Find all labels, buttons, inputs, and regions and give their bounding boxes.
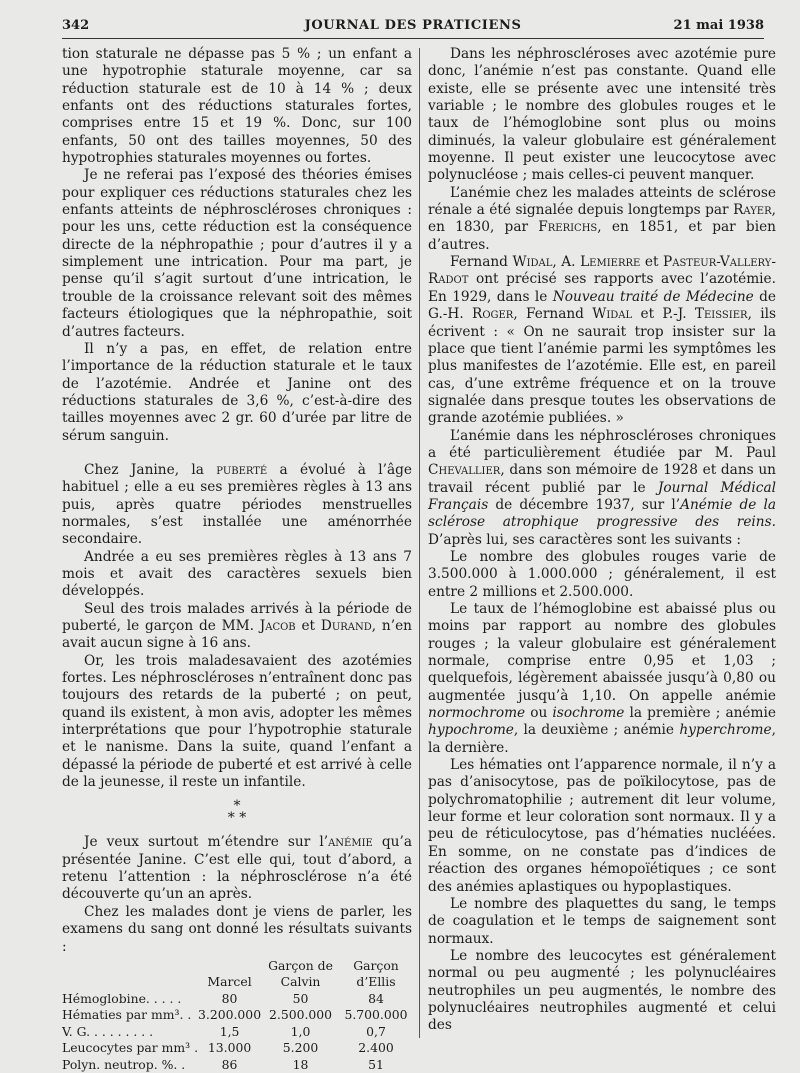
- journal-name: Journal Médical Français: [428, 479, 776, 513]
- paragraph: [428, 254, 776, 427]
- text-run: et: [295, 618, 321, 634]
- table-cell: 0,7: [366, 1023, 386, 1039]
- table-cell: 13.000: [207, 1040, 252, 1056]
- table-cell: 1,0: [290, 1023, 311, 1039]
- small-caps-term: anémie: [328, 834, 373, 851]
- text-run: , en 1851, et par bien d’autres.: [428, 219, 776, 253]
- separator-star: *: [233, 798, 241, 815]
- page-header: [62, 10, 764, 39]
- row-label: Hématies par mm³. .: [62, 1007, 192, 1023]
- paragraph: [428, 428, 776, 549]
- column-header: Garçon d’Ellis: [353, 957, 399, 990]
- section-separator: [62, 798, 412, 827]
- text-run: la première ; anémie: [624, 705, 776, 722]
- journal-title: JOURNAL DES PRATICIENS: [304, 18, 522, 33]
- blood-results-table: [62, 958, 412, 1073]
- author-name: Roger: [472, 306, 514, 323]
- text-run: Fernand: [450, 254, 513, 271]
- table-header-row: [62, 958, 412, 991]
- author-name: Durand: [320, 618, 372, 634]
- author-name: Widal: [512, 254, 553, 271]
- table-row: [62, 1024, 412, 1041]
- text-run: , A.: [552, 254, 581, 271]
- text-run: et P.-J.: [632, 306, 695, 323]
- table-cell: 86: [221, 1056, 238, 1072]
- author-name: Lemierre: [580, 254, 641, 271]
- text-run: et: [640, 254, 664, 271]
- paragraph: Les hématies ont l’apparence normale, il n’y a pas d’anisocytose, pas de poïkilocytose, pas de polychromatophilie ; autrement dit leur volume, leur forme et leur coloration sont normaux. Il y a peu de réticulocytose, pas d’hématies nucléées. En somme, on ne constate pas d’indices de réaction des organes hémopoïétiques ; ce sont des anémies aplastiques ou hypoplastiques.: [428, 757, 776, 895]
- italic-term: isochrome: [552, 705, 625, 722]
- paragraph: Le nombre des plaquettes du sang, le temps de coagulation et le temps de saignement sont normaux.: [428, 895, 776, 947]
- paragraph: Or, les trois maladesavaient des azotémies fortes. Les néphroscléroses n’entraînent donc pas toujours des retards de la puberté ; on peut, quand ils existent, à mon avis, adopter les mêmes interprétations que pour l’hypotrophie staturale et le nanisme. Dans la suite, quand l’enfant a dépassé la période de puberté et est arrivé à celle de la jeunesse, il reste un infantile.: [62, 652, 412, 791]
- right-column: [428, 46, 776, 1035]
- text-run: Le taux de l’hémoglobine est abaissé plus ou moins par rapport au nombre des globules rouges ; la valeur globulaire est généralement normale, comprise entre 0,95 et 1,03 ; quelquefois, légèrement abaissée jusqu’à 0,80 ou augmentée jusqu’à 1,10. On appelle anémie: [428, 601, 776, 704]
- paragraph: Le nombre des globules rouges varie de 3.500.000 à 1.000.000 ; généralement, il est entre 2 millions et 2.500.000.: [428, 548, 776, 600]
- article-title: Anémie de la sclérose atrophique progressive des reins.: [428, 496, 776, 531]
- text-run: de G.-H.: [428, 288, 777, 323]
- text-run: , ils écrivent : « On ne saurait trop insister sur la place que tient l’anémie parmi les symptômes les plus manifestes de l’azotémie. Elle est, en pareil cas, d’une extrême fréquence et on la trouve signalée dans presque toutes les observations de grande azotémie publiées. »: [428, 306, 776, 427]
- text-run: ont précisé ses rapports avec l’azotémie. En 1929, dans le: [428, 271, 776, 305]
- paragraph: tion staturale ne dépasse pas 5 % ; un enfant a une hypotrophie staturale moyenne, car sa réduction staturale est de 10 à 14 % ; deux enfants ont des réductions staturales fortes, comprises entre 15 et 19 %. Donc, sur 100 enfants, 50 ont des tailles moyennes, 50 des hypotrophies staturales moyennes ou fortes.: [62, 46, 412, 167]
- italic-term: hypochrome: [428, 722, 514, 739]
- paragraph: Je ne referai pas l’exposé des théories émises pour expliquer ces réductions staturales chez les enfants atteints de néphroscléroses chroniques : pour les uns, cette réduction est la conséquence directe de la néphropathie ; pour d’autres il y a simplement une intrication. Pour ma part, je pense qu’il s’agit surtout d’une intrication, le trouble de la croissance relevant soit des mêmes facteurs étiologiques que la néphropathie, soit d’autres facteurs.: [62, 167, 412, 340]
- text-run: ou: [525, 705, 553, 722]
- text-run: , dans son mémoire de 1928 et dans un travail récent publié par le: [428, 462, 776, 496]
- text-run: a évolué à l’âge habituel ; elle a eu ses premières règles à 13 ans puis, après quatre périodes menstruelles normales, s’est installée une aménorrhée secondaire.: [62, 461, 412, 548]
- row-label: Leucocytes par mm³ .: [62, 1040, 199, 1056]
- small-caps-term: puberté: [216, 461, 268, 478]
- row-label: Hémoglobine. . . . .: [62, 990, 182, 1006]
- text-run: D’après lui, ses caractères sont les suivants :: [428, 531, 742, 548]
- paragraph: [428, 185, 776, 254]
- issue-date: 21 mai 1938: [673, 18, 764, 33]
- text-run: , n’en avait aucun signe à 16 ans.: [62, 618, 412, 652]
- text-run: de décembre 1937, sur l’: [488, 496, 681, 513]
- paragraph: Chez les malades dont je viens de parler, les examens du sang ont donné les résultats suivants :: [62, 903, 412, 955]
- text-run: Chez Janine, la: [84, 461, 217, 478]
- text-run: , la deuxième ; anémie: [513, 722, 680, 739]
- paragraph: Il n’y a pas, en effet, de relation entre l’importance de la réduction staturale et le taux de l’azotémie. Andrée et Janine ont des réductions staturales de 3,6 %, c’est-à-dire des tailles moyennes avec 2 gr. 60 d’urée par litre de sérum sanguin.: [62, 340, 412, 444]
- author-name: Teissier: [694, 306, 748, 323]
- text-run: Seul des trois malades arrivés à la période de puberté, le garçon de MM.: [62, 600, 412, 634]
- text-run: Je veux surtout m’étendre sur l’: [84, 834, 329, 851]
- text-run: , en 1830, par: [428, 202, 776, 236]
- italic-term: normochrome: [428, 705, 526, 722]
- author-name: Rayer: [733, 202, 772, 219]
- paragraph: Le nombre des leucocytes est généralement normal ou peu augmenté ; les polynucléaires neutrophiles un peu augmentés, le nombre des polynucléaires neutrophiles augmenté et celui des: [428, 947, 776, 1034]
- text-run: L’anémie dans les néphroscléroses chroniques a été particulièrement étudiée par M. Paul: [428, 427, 776, 461]
- paragraph: Andrée a eu ses premières règles à 13 ans 7 mois et avait des caractères sexuels bien développés.: [62, 548, 412, 600]
- text-run: L’anémie chez les malades atteints de sclérose rénale a été signalée depuis longtemps par: [428, 184, 776, 219]
- table-row: [62, 1007, 412, 1024]
- row-label: Polyn. neutrop. %. .: [62, 1056, 186, 1072]
- text-run: , Fernand: [513, 306, 593, 323]
- paragraph: [428, 601, 776, 757]
- table-cell: 18: [292, 1056, 309, 1072]
- page-number: 342: [62, 18, 90, 33]
- paragraph: [62, 601, 412, 653]
- table-row: [62, 1040, 412, 1057]
- table-row: [62, 1057, 412, 1073]
- table-cell: 50: [292, 990, 309, 1006]
- author-name: Chevallier: [428, 462, 501, 479]
- table-cell: 2.500.000: [269, 1007, 333, 1023]
- paragraph: Dans les néphroscléroses avec azotémie pure donc, l’anémie n’est pas constante. Quand elle existe, elle se présente avec une intensité très variable ; le nombre des globules rouges et le taux de l’hémoglobine sont plus ou moins diminués, la valeur globulaire est généralement moyenne. Il peut exister une leucocytose avec polynucléose ; mais celles-ci peuvent manquer.: [428, 46, 776, 184]
- author-name: Widal: [592, 306, 633, 323]
- table-cell: 2.400: [358, 1040, 394, 1056]
- author-name: Frerichs: [538, 219, 598, 236]
- column-header: Marcel: [207, 974, 252, 990]
- book-title: Nouveau traité de Médecine: [552, 288, 754, 305]
- table-cell: 5.200: [282, 1040, 319, 1056]
- column-header: Garçon de Calvin: [268, 957, 333, 990]
- table-row: [62, 991, 412, 1008]
- paragraph: [62, 462, 412, 549]
- table-cell: 51: [368, 1056, 384, 1072]
- row-label: V. G. . . . . . . . .: [62, 1023, 154, 1039]
- table-corner: [62, 958, 198, 991]
- column-divider: [419, 48, 420, 1038]
- left-column: [62, 46, 412, 1073]
- table-cell: 5.700.000: [344, 1007, 408, 1023]
- author-name: Pasteur-Vallery-Radot: [428, 254, 776, 288]
- paragraph: [62, 834, 412, 903]
- italic-term: hyperchrome: [679, 722, 772, 739]
- table-cell: 84: [368, 990, 384, 1006]
- author-name: Jacob: [259, 618, 296, 634]
- table-cell: 3.200.000: [198, 1007, 262, 1023]
- text-run: qu’a présentée Janine. C’est elle qui, tout d’abord, a retenu l’attention : la néphrosclérose n’a été découverte qu’un an après.: [62, 834, 412, 903]
- table-cell: 80: [221, 990, 238, 1006]
- separator-stars: * *: [227, 810, 247, 827]
- table-cell: 1,5: [219, 1023, 240, 1039]
- text-run: , la dernière.: [428, 722, 776, 756]
